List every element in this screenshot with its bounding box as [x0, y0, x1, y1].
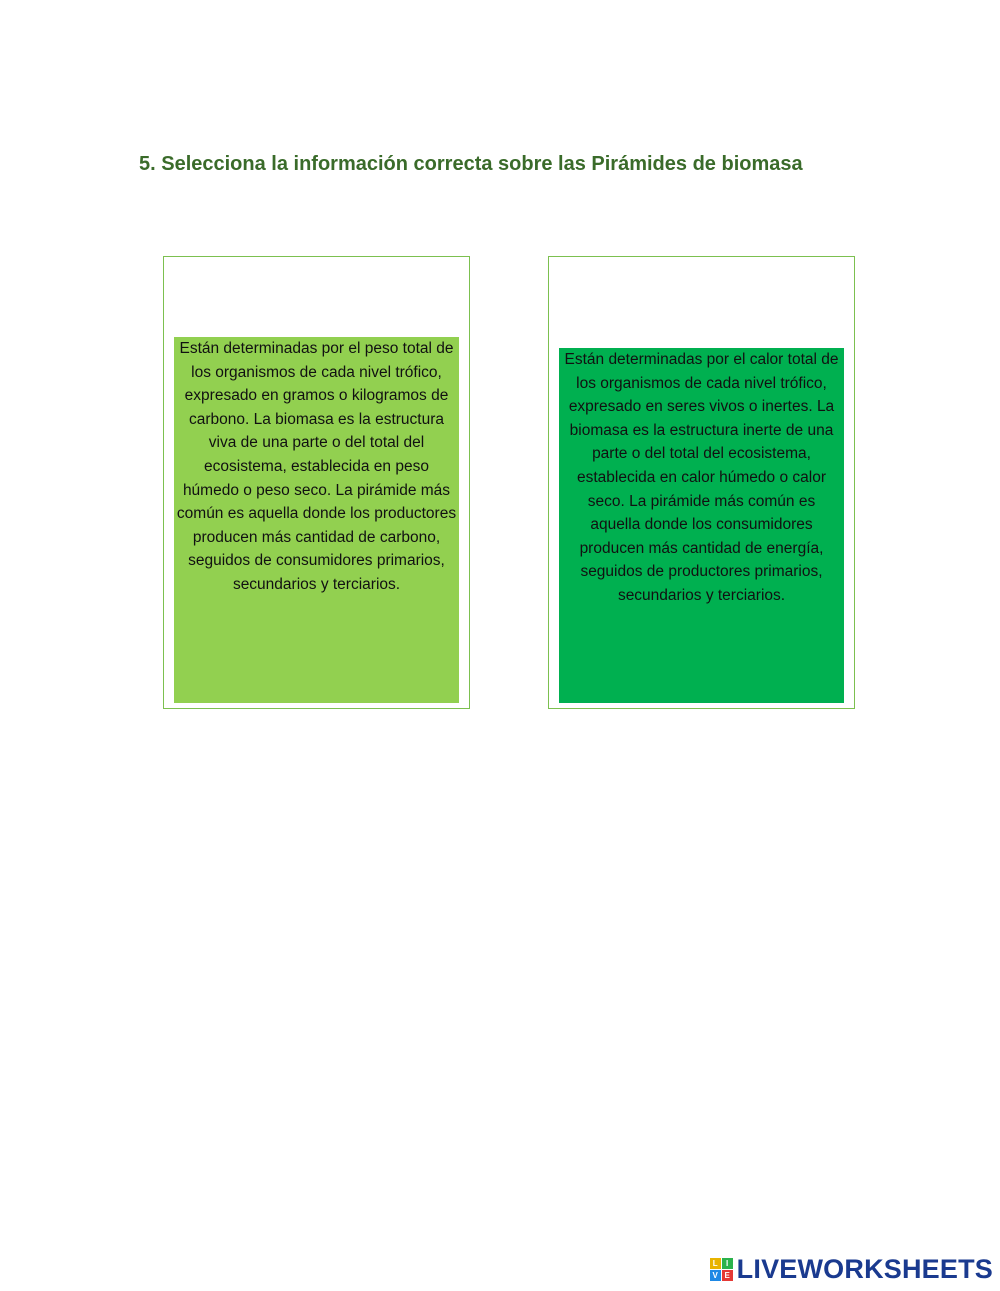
answer-option-1-panel: [174, 337, 459, 703]
liveworksheets-wordmark: LIVEWORKSHEETS: [736, 1254, 993, 1284]
liveworksheets-logo-icon: L I V E: [710, 1258, 733, 1281]
question-title: 5. Selecciona la información correcta sobre las Pirámides de biomasa: [139, 153, 803, 175]
answer-option-2-panel: [559, 348, 844, 703]
answer-option-2[interactable]: [548, 256, 855, 709]
liveworksheets-brand: [710, 1254, 993, 1285]
answer-option-2-text: Están determinadas por el calor total de los organismos de cada nivel trófico, expresado en seres vivos o inertes. La biomasa es la estructura inerte de una parte o del total del ecosistema, establecida en calor húmedo o calor seco. La pirámide más común es aquella donde los consumidores producen más cantidad de energía, seguidos de productores primarios, secundarios y terciarios.: [564, 351, 839, 604]
answer-option-1[interactable]: [163, 256, 470, 709]
answer-option-1-text: Están determinadas por el peso total de los organismos de cada nivel trófico, expresado en gramos o kilogramos de carbono. La biomasa es la estructura viva de una parte o del total del ecosistema, establecida en peso húmedo o peso seco. La pirámide más común es aquella donde los productores producen más cantidad de carbono, seguidos de consumidores primarios, secundarios y terciarios.: [176, 340, 457, 593]
